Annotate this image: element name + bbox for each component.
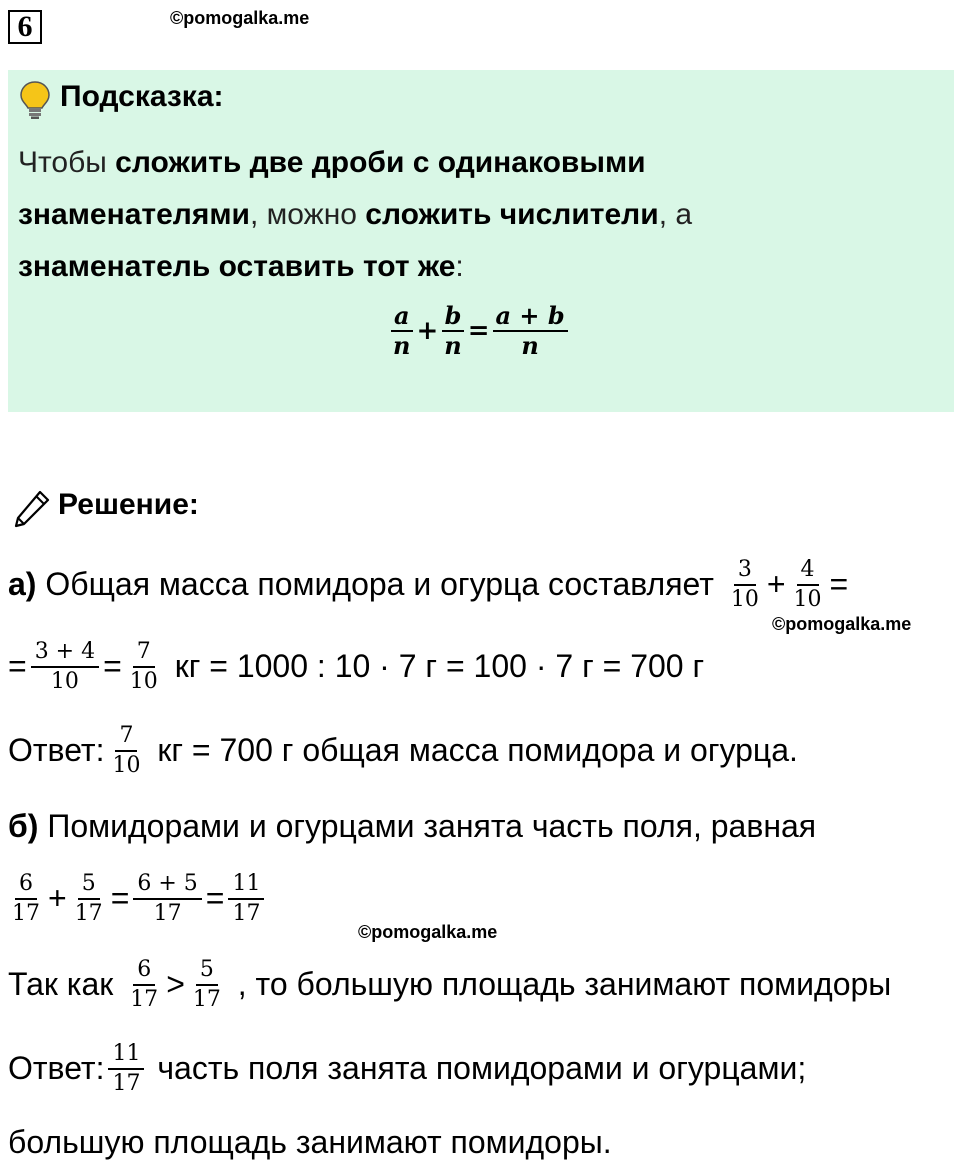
hint-box [8,70,954,412]
hint-line-2: знаменателями, можно сложить числители, а [18,198,693,231]
part-b-answer-continued: большую площадь занимают помидоры. [8,1124,612,1160]
part-a-answer: Ответ: $\frac{7}{10}$ кг = 700 г общая масса помидора и огурца. [8,723,798,778]
hint-title: Подсказка: [60,80,224,113]
watermark: ©pomogalka.me [170,8,310,28]
formula-fraction-sum: $\frac{a + b}{n}$ [493,302,568,359]
part-b-sum: $\frac{6}{17}$ + $\frac{5}{17}$ = $\frac{6 + 5}{17}$ = $\frac{11}{17}$ [4,870,268,927]
part-a-line-2: = $\frac{3 + 4}{10}$ = $\frac{7}{10}$ кг = 1000 : 10 · 7 г = 100 · 7 г = 700 г [8,639,705,694]
watermark: ©pomogalka.me [358,922,498,942]
part-b-answer: Ответ: $\frac{11}{17}$ часть поля занята помидорами и огурцами; [8,1041,807,1096]
watermark: ©pomogalka.me [772,614,912,634]
formula-fraction-b-n: $\frac{b}{n}$ [441,302,464,359]
lightbulb-icon [18,80,52,120]
part-a-line-1: а) Общая масса помидора и огурца составляет $\frac{3}{10}$ + $\frac{4}{10}$ = [8,557,849,612]
hint-line-1: Чтобы сложить две дроби с одинаковыми [18,146,646,179]
hint-formula: $\frac{a}{n}$ + $\frac{b}{n}$ = $\frac{a + b}{n}$ [390,302,568,359]
task-number: 6 [8,10,42,44]
formula-fraction-a-n: $\frac{a}{n}$ [390,302,413,359]
part-b-compare: Так как $\frac{6}{17}$ > $\frac{5}{17}$ , то большую площадь занимают помидоры [8,957,892,1012]
part-b-line-1: б) Помидорами и огурцами занята часть поля, равная [8,808,817,844]
hint-line-3: знаменатель оставить тот же: [18,250,464,283]
solution-title: Решение: [58,488,199,521]
pencil-icon [10,484,54,528]
